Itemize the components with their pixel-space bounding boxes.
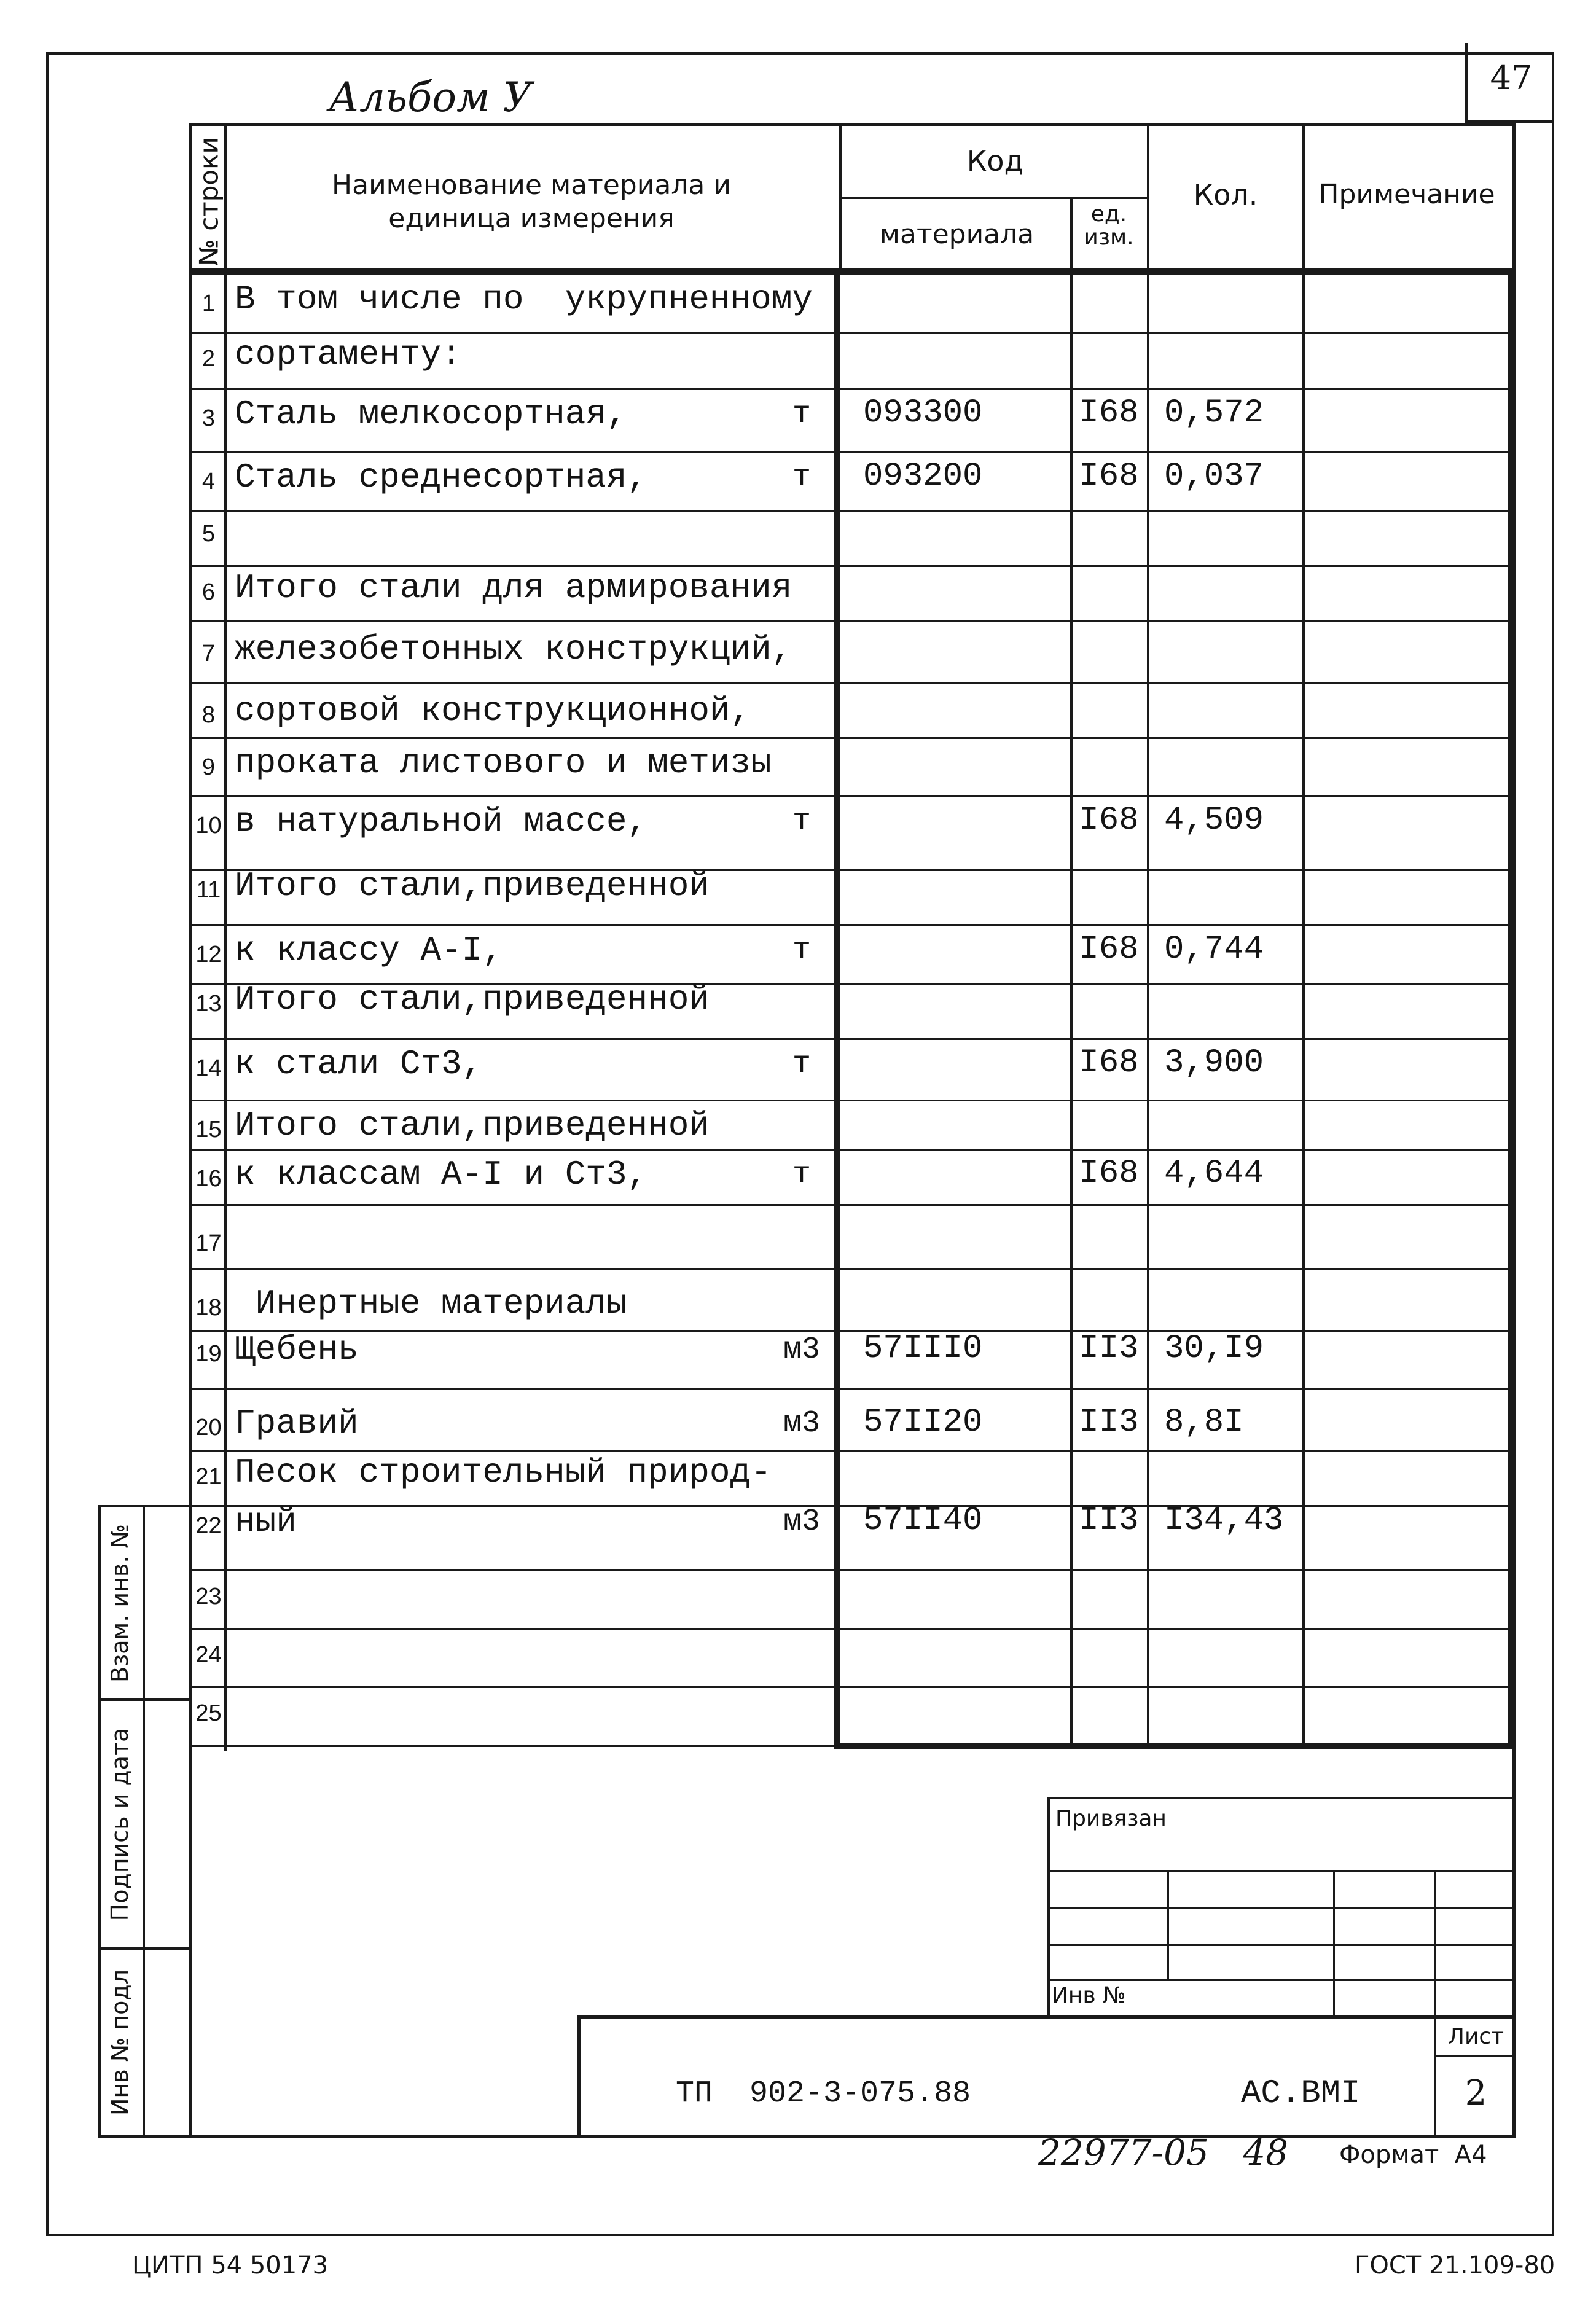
quantity: 0,744 xyxy=(1164,931,1264,968)
material-name: железобетонных конструкций, xyxy=(235,630,792,669)
unit-of-measure: т xyxy=(792,933,811,968)
material-name: ный xyxy=(235,1502,297,1541)
page-number: 47 xyxy=(1490,58,1533,97)
material-name: Щебень xyxy=(235,1330,359,1369)
material-name: Песок строительный природ- xyxy=(235,1453,772,1492)
original-inventory-text: Инв № подл xyxy=(106,1969,133,2116)
quantity-header: Кол. xyxy=(1193,178,1258,211)
quantity: 8,8I xyxy=(1164,1404,1244,1441)
material-code: 57II40 xyxy=(863,1502,983,1539)
row-number: 19 xyxy=(195,1341,222,1367)
material-name: Итого стали для армирования xyxy=(235,568,792,608)
unit-of-measure: т xyxy=(792,460,811,495)
row-number: 4 xyxy=(201,469,216,495)
material-code: 093300 xyxy=(863,394,983,432)
row-divider xyxy=(190,452,835,453)
row-divider xyxy=(190,565,835,567)
row-number-header-text: № строки xyxy=(194,136,224,266)
row-number: 7 xyxy=(201,641,216,666)
row-divider xyxy=(839,1450,1510,1452)
row-number: 18 xyxy=(195,1295,222,1321)
row-divider xyxy=(190,1570,835,1571)
signature-date-text: Подпись и дата xyxy=(106,1727,133,1921)
unit-code: I68 xyxy=(1079,931,1139,968)
quantity: 30,I9 xyxy=(1164,1330,1264,1367)
replaced-inventory-text: Взам. инв. № xyxy=(106,1523,133,1683)
row-number: 14 xyxy=(195,1055,222,1081)
unit-of-measure: т xyxy=(792,804,811,839)
row-number: 10 xyxy=(195,813,222,838)
row-divider xyxy=(190,1149,835,1151)
row-divider xyxy=(839,869,1510,871)
row-divider xyxy=(839,1570,1510,1571)
row-number: 16 xyxy=(195,1166,222,1192)
signature-date-label xyxy=(98,1702,141,1947)
row-number: 23 xyxy=(195,1584,222,1609)
row-number: 8 xyxy=(201,702,216,728)
row-divider xyxy=(839,1268,1510,1270)
material-name: к классу А-I, xyxy=(235,931,503,970)
footer-left: ЦИТП 54 50173 xyxy=(132,2251,329,2280)
row-divider xyxy=(839,1628,1510,1630)
unit-of-measure: м3 xyxy=(783,1332,820,1367)
row-number: 12 xyxy=(195,942,222,968)
quantity: I34,43 xyxy=(1164,1502,1284,1539)
row-number: 20 xyxy=(195,1415,222,1440)
material-name: к стали Ст3, xyxy=(235,1044,483,1084)
row-divider xyxy=(190,388,835,390)
material-name: Сталь мелкосортная, xyxy=(235,394,627,434)
row-divider xyxy=(839,565,1510,567)
row-number: 17 xyxy=(195,1230,222,1256)
row-divider xyxy=(839,1686,1510,1688)
material-name: проката листового и метизы xyxy=(235,743,772,783)
row-divider xyxy=(839,983,1510,985)
material-name: Итого стали,приведенной xyxy=(235,1106,710,1145)
unit-code: I68 xyxy=(1079,1155,1139,1192)
row-divider xyxy=(839,1204,1510,1206)
quantity: 3,900 xyxy=(1164,1044,1264,1082)
row-divider xyxy=(839,332,1510,334)
row-divider xyxy=(839,1388,1510,1390)
row-number: 2 xyxy=(201,346,216,372)
row-divider xyxy=(190,1686,835,1688)
unit-of-measure: м3 xyxy=(783,1504,820,1539)
row-divider xyxy=(839,510,1510,512)
row-number: 21 xyxy=(195,1464,222,1490)
row-number-header xyxy=(190,132,227,270)
material-name: Сталь среднесортная, xyxy=(235,458,648,497)
row-number: 24 xyxy=(195,1642,222,1668)
unit-code: II3 xyxy=(1079,1330,1139,1367)
row-number: 11 xyxy=(196,877,221,903)
unit-of-measure: т xyxy=(792,397,811,432)
unit-code: I68 xyxy=(1079,1044,1139,1082)
row-divider xyxy=(190,737,835,739)
row-number: 22 xyxy=(195,1513,222,1539)
row-number: 6 xyxy=(201,579,216,605)
row-divider xyxy=(190,682,835,684)
row-number: 13 xyxy=(195,991,222,1017)
unit-code: II3 xyxy=(1079,1404,1139,1441)
unit-code: I68 xyxy=(1079,394,1139,432)
name-unit-header: Наименование материала и единица измерения xyxy=(332,170,731,234)
code-header: Код xyxy=(966,144,1024,178)
handwritten-number: 22977-05 48 xyxy=(1038,2132,1289,2173)
sheet-label: Лист xyxy=(1447,2024,1504,2049)
row-divider xyxy=(839,925,1510,926)
material-code: 093200 xyxy=(863,458,983,495)
row-divider xyxy=(190,796,835,797)
unit-of-measure: т xyxy=(792,1157,811,1192)
material-code-header: материала xyxy=(879,219,1035,250)
row-divider xyxy=(190,1628,835,1630)
material-name: В том числе по укрупненному xyxy=(235,280,813,319)
document-code: ТП 902-3-075.88 xyxy=(676,2076,971,2111)
row-number: 5 xyxy=(201,521,216,547)
original-inventory-label xyxy=(98,1950,141,2135)
row-divider xyxy=(190,1038,835,1040)
material-code: 57III0 xyxy=(863,1330,983,1367)
row-divider xyxy=(839,388,1510,390)
row-divider xyxy=(839,682,1510,684)
row-divider xyxy=(839,1149,1510,1151)
privyazan-label: Привязан xyxy=(1055,1806,1167,1831)
material-name: Итого стали,приведенной xyxy=(235,866,710,905)
quantity: 4,644 xyxy=(1164,1155,1264,1192)
unit-code: I68 xyxy=(1079,802,1139,839)
row-divider xyxy=(190,510,835,512)
row-number: 3 xyxy=(201,405,216,431)
footer-right: ГОСТ 21.109-80 xyxy=(1355,2251,1555,2280)
unit-code: II3 xyxy=(1079,1502,1139,1539)
quantity: 0,572 xyxy=(1164,394,1264,432)
unit-of-measure: т xyxy=(792,1047,811,1082)
sheet-number: 2 xyxy=(1465,2073,1487,2113)
row-divider xyxy=(190,332,835,334)
replaced-inventory-label xyxy=(98,1508,141,1698)
row-divider xyxy=(190,925,835,926)
material-name: Гравий xyxy=(235,1404,359,1443)
row-divider xyxy=(190,1100,835,1101)
quantity: 4,509 xyxy=(1164,802,1264,839)
document-mark: АС.ВМI xyxy=(1241,2075,1361,2113)
material-name: Инертные материалы xyxy=(235,1284,627,1323)
unit-code-header: ед. изм. xyxy=(1084,201,1134,250)
row-number: 1 xyxy=(201,291,216,316)
unit-of-measure: м3 xyxy=(783,1406,820,1441)
row-divider xyxy=(190,1450,835,1452)
unit-code: I68 xyxy=(1079,458,1139,495)
row-divider xyxy=(839,1100,1510,1101)
material-name: к классам А-I и Ст3, xyxy=(235,1155,648,1194)
material-name: сортаменту: xyxy=(235,335,462,374)
inventory-no-label: Инв № xyxy=(1052,1983,1126,2008)
row-divider xyxy=(190,620,835,622)
row-divider xyxy=(839,620,1510,622)
material-name: в натуральной массе, xyxy=(235,802,648,841)
material-code: 57II20 xyxy=(863,1404,983,1441)
row-divider xyxy=(190,1204,835,1206)
material-name: сортовой конструкционной, xyxy=(235,691,751,730)
row-divider xyxy=(839,452,1510,453)
row-divider xyxy=(190,1388,835,1390)
row-divider xyxy=(839,1038,1510,1040)
format-label: Формат А4 xyxy=(1339,2141,1487,2169)
note-header: Примечание xyxy=(1318,179,1495,210)
row-number: 25 xyxy=(195,1700,222,1726)
row-divider xyxy=(190,1268,835,1270)
material-name: Итого стали,приведенной xyxy=(235,980,710,1019)
row-number: 15 xyxy=(195,1117,222,1143)
quantity: 0,037 xyxy=(1164,458,1264,495)
album-title: Альбом У xyxy=(329,74,533,121)
row-number: 9 xyxy=(201,754,216,780)
row-divider xyxy=(839,737,1510,739)
row-divider xyxy=(839,796,1510,797)
